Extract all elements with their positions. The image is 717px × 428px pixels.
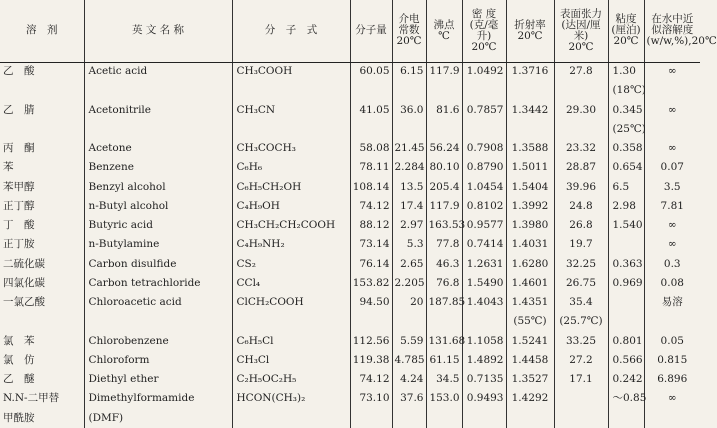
cell-formula: C₆H₅CH₂OH: [232, 178, 350, 197]
cell-solubility: 0.05: [660, 334, 684, 347]
header-boiling-point: 沸点 ℃: [426, 0, 462, 62]
cell-english: Acetic acid: [84, 62, 232, 81]
cell-refr: 1.5241: [506, 332, 554, 351]
table-row: [0, 409, 700, 428]
header-density: 密 度(克/毫升) 20℃: [462, 0, 506, 62]
cell-refr: (55℃): [506, 312, 554, 331]
cell-refr: [506, 409, 554, 428]
cell-formula: ClCH₂COOH: [232, 293, 350, 312]
cell-dielectric: 21.45: [392, 139, 426, 158]
cell-viscosity: 0.363: [608, 255, 644, 274]
cell-formula: [232, 409, 350, 428]
cell-viscosity: 0.566: [608, 351, 644, 370]
cell-mw: 73.10: [350, 389, 392, 408]
cell-solvent: 正丁醇: [0, 197, 84, 216]
cell-dielectric: 6.15: [392, 62, 426, 81]
header-row: [0, 0, 700, 62]
header-viscosity: 粘度(厘泊) 20℃: [608, 0, 644, 62]
cell-refr: 1.3588: [506, 139, 554, 158]
header-english-name: 英 文 名 称: [84, 0, 232, 62]
cell-english: Chloroform: [84, 351, 232, 370]
cell-tension: 35.4: [554, 293, 608, 312]
cell-solvent: [0, 81, 84, 100]
cell-solubility: 0.08: [660, 276, 684, 289]
cell-density: [462, 81, 506, 100]
table-row: [0, 389, 700, 408]
cell-density: 0.7857: [462, 101, 506, 120]
table-row: [0, 139, 700, 158]
cell-solubility: 3.5: [663, 180, 681, 193]
cell-english: n-Butylamine: [84, 235, 232, 254]
cell-refr: 1.3442: [506, 101, 554, 120]
cell-mw: 58.08: [350, 139, 392, 158]
cell-mw: [350, 81, 392, 100]
cell-solvent: [0, 120, 84, 139]
cell-viscosity: [608, 409, 644, 428]
cell-mw: 41.05: [350, 101, 392, 120]
cell-solvent: 一氯乙酸: [0, 293, 84, 312]
cell-tension: 26.75: [554, 274, 608, 293]
header-molecular-weight: 分子量: [350, 0, 392, 62]
table-row: [0, 351, 700, 370]
cell-english: Diethyl ether: [84, 370, 232, 389]
cell-english: [84, 312, 232, 331]
cell-viscosity: 0.358: [608, 139, 644, 158]
cell-density: 0.8790: [462, 158, 506, 177]
cell-english: Acetone: [84, 139, 232, 158]
table-row: [0, 293, 700, 312]
cell-english: n-Butyl alcohol: [84, 197, 232, 216]
cell-mw: 78.11: [350, 158, 392, 177]
cell-density: 0.7135: [462, 370, 506, 389]
table-row: [0, 81, 700, 100]
cell-bp: 117.9: [426, 197, 462, 216]
cell-dielectric: 36.0: [392, 101, 426, 120]
cell-english: Butyric acid: [84, 216, 232, 235]
cell-bp: 117.9: [426, 62, 462, 81]
cell-formula: [232, 81, 350, 100]
cell-dielectric: 2.284: [392, 158, 426, 177]
cell-bp: 205.4: [426, 178, 462, 197]
cell-tension: 33.25: [554, 332, 608, 351]
cell-solubility: ∞: [667, 65, 677, 78]
cell-english: Acetonitrile: [84, 101, 232, 120]
cell-dielectric: [392, 81, 426, 100]
cell-bp: [426, 120, 462, 139]
cell-density: 0.7908: [462, 139, 506, 158]
cell-solubility: 6.896: [657, 373, 688, 386]
table-row: [0, 235, 700, 254]
cell-refr: 1.5404: [506, 178, 554, 197]
cell-density: 1.0492: [462, 62, 506, 81]
cell-solubility: 0.815: [657, 353, 688, 366]
header-solubility: 在水中近似溶解度(w/w,%),20℃: [644, 0, 700, 62]
cell-bp: 81.6: [426, 101, 462, 120]
cell-dielectric: 20: [392, 293, 426, 312]
cell-density: 1.5490: [462, 274, 506, 293]
cell-dielectric: [392, 120, 426, 139]
cell-solubility: [644, 409, 700, 428]
cell-viscosity: 2.98: [608, 197, 644, 216]
table-row: [0, 178, 700, 197]
cell-solubility: ∞: [667, 392, 677, 405]
cell-formula: CH₃COOH: [232, 62, 350, 81]
cell-refr: 1.6280: [506, 255, 554, 274]
cell-mw: 76.14: [350, 255, 392, 274]
cell-solvent: 丁 酸: [0, 216, 84, 235]
cell-mw: 153.82: [350, 274, 392, 293]
cell-refr: 1.4292: [506, 389, 554, 408]
cell-bp: 76.8: [426, 274, 462, 293]
table-row: [0, 197, 700, 216]
table-row: [0, 332, 700, 351]
cell-solubility: 0.3: [663, 257, 681, 270]
cell-refr: 1.5011: [506, 158, 554, 177]
cell-english: Benzene: [84, 158, 232, 177]
table-row: [0, 62, 700, 81]
cell-bp: [426, 409, 462, 428]
cell-viscosity: 0.345: [608, 101, 644, 120]
cell-refr: 1.4351: [506, 293, 554, 312]
cell-density: [462, 312, 506, 331]
cell-tension: 19.7: [554, 235, 608, 254]
cell-mw: 112.56: [350, 332, 392, 351]
cell-density: 1.4892: [462, 351, 506, 370]
cell-tension: 27.2: [554, 351, 608, 370]
cell-solvent: 氯 苯: [0, 332, 84, 351]
cell-english: (DMF): [84, 409, 232, 428]
table-row: [0, 101, 700, 120]
cell-tension: 27.8: [554, 62, 608, 81]
cell-bp: 187.85: [426, 293, 462, 312]
cell-dielectric: 2.65: [392, 255, 426, 274]
table-row: [0, 255, 700, 274]
cell-mw: 108.14: [350, 178, 392, 197]
cell-formula: CS₂: [232, 255, 350, 274]
cell-density: 1.2631: [462, 255, 506, 274]
cell-density: [462, 409, 506, 428]
cell-refr: 1.3980: [506, 216, 554, 235]
cell-viscosity: 1.30: [608, 62, 644, 81]
table-row: [0, 120, 700, 139]
cell-solvent: 苯: [0, 158, 84, 177]
cell-bp: 131.68: [426, 332, 462, 351]
cell-solubility: ∞: [667, 219, 677, 232]
cell-formula: CCl₄: [232, 274, 350, 293]
cell-viscosity: ～0.85: [608, 389, 644, 408]
cell-solvent: 二硫化碳: [0, 255, 84, 274]
cell-viscosity: [608, 293, 644, 312]
cell-tension: 28.87: [554, 158, 608, 177]
cell-mw: 88.12: [350, 216, 392, 235]
cell-english: Carbon tetrachloride: [84, 274, 232, 293]
cell-formula: C₆H₅Cl: [232, 332, 350, 351]
cell-tension: [554, 120, 608, 139]
cell-formula: C₆H₆: [232, 158, 350, 177]
cell-tension: [554, 81, 608, 100]
cell-mw: 119.38: [350, 351, 392, 370]
cell-viscosity: 6.5: [608, 178, 644, 197]
header-solvent: 溶 剂: [0, 0, 84, 62]
cell-bp: 56.24: [426, 139, 462, 158]
cell-bp: 61.15: [426, 351, 462, 370]
cell-solvent: 四氯化碳: [0, 274, 84, 293]
cell-solvent: 甲酰胺: [0, 409, 84, 428]
cell-mw: 94.50: [350, 293, 392, 312]
cell-solvent: 正丁胺: [0, 235, 84, 254]
cell-bp: [426, 312, 462, 331]
cell-bp: 153.0: [426, 389, 462, 408]
cell-viscosity: 1.540: [608, 216, 644, 235]
cell-formula: CH₃COCH₃: [232, 139, 350, 158]
cell-density: 1.4043: [462, 293, 506, 312]
cell-dielectric: 13.5: [392, 178, 426, 197]
cell-tension: 26.8: [554, 216, 608, 235]
cell-dielectric: 5.3: [392, 235, 426, 254]
cell-mw: 74.12: [350, 370, 392, 389]
cell-bp: [426, 81, 462, 100]
cell-tension: 23.32: [554, 139, 608, 158]
cell-density: 1.0454: [462, 178, 506, 197]
cell-mw: [350, 409, 392, 428]
cell-english: [84, 81, 232, 100]
cell-english: Chloroacetic acid: [84, 293, 232, 312]
cell-mw: [350, 120, 392, 139]
cell-tension: 32.25: [554, 255, 608, 274]
cell-solubility: ∞: [667, 103, 677, 116]
cell-formula: C₂H₅OC₂H₅: [232, 370, 350, 389]
cell-density: 1.1058: [462, 332, 506, 351]
cell-refr: 1.4031: [506, 235, 554, 254]
cell-dielectric: 2.205: [392, 274, 426, 293]
cell-viscosity: [608, 235, 644, 254]
cell-dielectric: 37.6: [392, 389, 426, 408]
cell-mw: [350, 312, 392, 331]
cell-tension: (25.7℃): [554, 312, 608, 331]
cell-dielectric: 17.4: [392, 197, 426, 216]
cell-dielectric: [392, 312, 426, 331]
cell-viscosity: [608, 312, 644, 331]
cell-dielectric: 2.97: [392, 216, 426, 235]
cell-solubility: ∞: [667, 142, 677, 155]
cell-formula: HCON(CH₃)₂: [232, 389, 350, 408]
cell-solubility: 0.07: [660, 161, 684, 174]
cell-refr: 1.3527: [506, 370, 554, 389]
cell-formula: C₄H₉NH₂: [232, 235, 350, 254]
cell-solubility: [644, 312, 700, 331]
cell-solubility: ∞: [667, 238, 677, 251]
cell-tension: 29.30: [554, 101, 608, 120]
header-formula: 分 子 式: [232, 0, 350, 62]
cell-dielectric: [392, 409, 426, 428]
cell-formula: CH₃Cl: [232, 351, 350, 370]
cell-viscosity: (18℃): [608, 81, 644, 100]
cell-english: Carbon disulfide: [84, 255, 232, 274]
cell-viscosity: 0.242: [608, 370, 644, 389]
table-row: [0, 216, 700, 235]
header-surface-tension: 表面张力(达因/厘米) 20℃: [554, 0, 608, 62]
cell-tension: [554, 409, 608, 428]
table-row: [0, 312, 700, 331]
cell-formula: CH₃CN: [232, 101, 350, 120]
cell-bp: 80.10: [426, 158, 462, 177]
cell-mw: 74.12: [350, 197, 392, 216]
cell-viscosity: 0.801: [608, 332, 644, 351]
cell-formula: [232, 312, 350, 331]
cell-mw: 60.05: [350, 62, 392, 81]
table-row: [0, 158, 700, 177]
cell-viscosity: 0.654: [608, 158, 644, 177]
cell-solvent: 氯 仿: [0, 351, 84, 370]
cell-solubility: 7.81: [660, 199, 684, 212]
cell-tension: 17.1: [554, 370, 608, 389]
cell-formula: [232, 120, 350, 139]
cell-tension: 39.96: [554, 178, 608, 197]
cell-refr: 1.3716: [506, 62, 554, 81]
cell-english: Dimethylformamide: [84, 389, 232, 408]
cell-viscosity: (25℃): [608, 120, 644, 139]
cell-bp: 34.5: [426, 370, 462, 389]
cell-refr: [506, 120, 554, 139]
cell-solvent: N.N-二甲替: [0, 389, 84, 408]
cell-solvent: 乙 醚: [0, 370, 84, 389]
cell-viscosity: 0.969: [608, 274, 644, 293]
cell-density: 0.9577: [462, 216, 506, 235]
cell-formula: CH₃CH₂CH₂COOH: [232, 216, 350, 235]
cell-solubility: 易溶: [661, 296, 683, 309]
header-refractive-index: 折射率 20℃: [506, 0, 554, 62]
cell-mw: 73.14: [350, 235, 392, 254]
cell-refr: 1.4601: [506, 274, 554, 293]
cell-english: Benzyl alcohol: [84, 178, 232, 197]
cell-refr: 1.4458: [506, 351, 554, 370]
cell-solvent: 乙 腈: [0, 101, 84, 120]
cell-solvent: [0, 312, 84, 331]
table-row: [0, 370, 700, 389]
header-dielectric: 介电常数 20℃: [392, 0, 426, 62]
cell-density: 0.8102: [462, 197, 506, 216]
cell-tension: 24.8: [554, 197, 608, 216]
cell-formula: C₄H₉OH: [232, 197, 350, 216]
cell-density: 0.7414: [462, 235, 506, 254]
cell-refr: 1.3992: [506, 197, 554, 216]
cell-bp: 77.8: [426, 235, 462, 254]
table-row: [0, 274, 700, 293]
cell-refr: [506, 81, 554, 100]
cell-density: 0.9493: [462, 389, 506, 408]
cell-solvent: 丙 酮: [0, 139, 84, 158]
cell-dielectric: 4.24: [392, 370, 426, 389]
cell-bp: 163.53: [426, 216, 462, 235]
cell-solubility: [644, 81, 700, 100]
cell-english: Chlorobenzene: [84, 332, 232, 351]
cell-solvent: 苯甲醇: [0, 178, 84, 197]
cell-english: [84, 120, 232, 139]
cell-dielectric: 4.785: [392, 351, 426, 370]
cell-solvent: 乙 酸: [0, 62, 84, 81]
cell-tension: [554, 389, 608, 408]
cell-dielectric: 5.59: [392, 332, 426, 351]
cell-density: [462, 120, 506, 139]
cell-bp: 46.3: [426, 255, 462, 274]
cell-solubility: [644, 120, 700, 139]
